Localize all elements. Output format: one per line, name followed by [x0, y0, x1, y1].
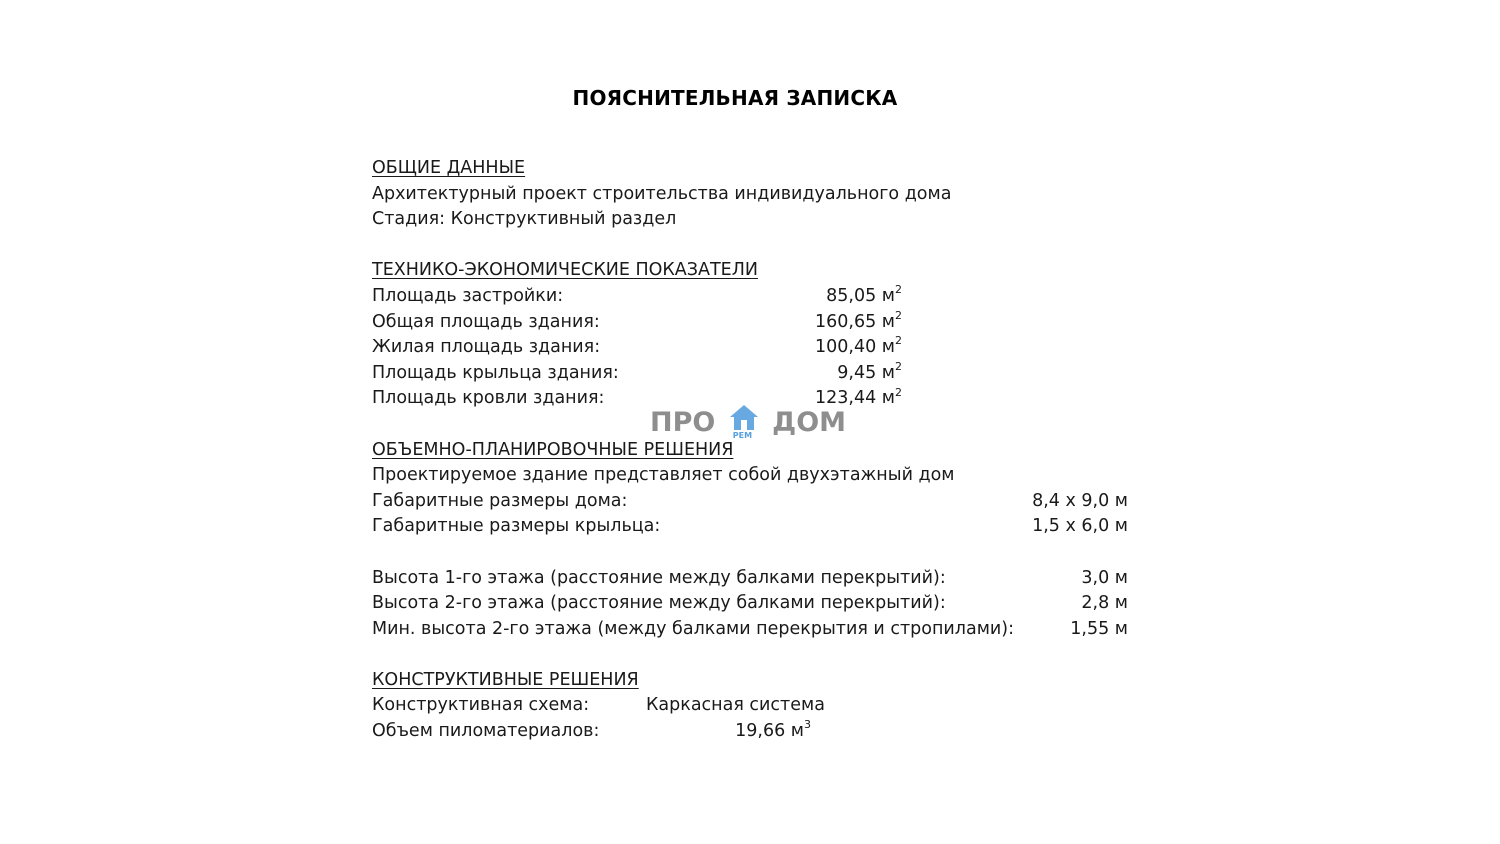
explanatory-note [372, 156, 1132, 745]
section-heading-construct: КОНСТРУКТИВНЫЕ РЕШЕНИЯ [372, 669, 639, 690]
tech-row [372, 361, 1132, 387]
page-title: ПОЯСНИТЕЛЬНАЯ ЗАПИСКА [572, 86, 898, 110]
tech-value: 9,45 $м^2$ [837, 359, 902, 383]
construct-value: Каркасная система [646, 695, 825, 716]
tech-value: 100,40 $м^2$ [815, 334, 902, 358]
watermark-small-text: РЕМ [732, 430, 753, 440]
tech-label: Общая площадь здания: [372, 311, 600, 332]
height-row [372, 566, 1132, 592]
watermark-text-right: ДОМ [772, 406, 847, 438]
height-row [372, 591, 1132, 617]
dimension-row [372, 489, 1132, 515]
dimension-value: 8,4 х 9,0 м [1032, 490, 1128, 511]
watermark-logo [650, 402, 846, 442]
project-description: Архитектурный проект строительства индивидуального дома [372, 183, 952, 204]
spacer [372, 540, 1132, 566]
tech-row [372, 335, 1132, 361]
section-heading-tech: ТЕХНИКО-ЭКОНОМИЧЕСКИЕ ПОКАЗАТЕЛИ [372, 260, 758, 281]
dimension-row [372, 514, 1132, 540]
height-value: 3,0 м [1081, 567, 1128, 588]
watermark-text-left: ПРО [650, 406, 716, 438]
section-heading-general: ОБЩИЕ ДАННЫЕ [372, 158, 526, 178]
height-label: Высота 2-го этажа (расстояние между балками перекрытий): [372, 593, 946, 614]
tech-label: Площадь застройки: [372, 285, 564, 306]
spacer [372, 642, 1132, 668]
house-icon [727, 403, 761, 443]
dimension-label: Габаритные размеры крыльца: [372, 516, 661, 537]
height-label: Высота 1-го этажа (расстояние между балками перекрытий): [372, 567, 946, 588]
tech-label: Жилая площадь здания: [372, 337, 601, 358]
tech-value: 123,44 $м^2$ [815, 385, 902, 409]
construct-label: Объем пиломатериалов: [372, 721, 600, 742]
tech-value: 160,65 $м^2$ [815, 308, 902, 332]
height-value: 1,55 м [1070, 618, 1128, 639]
tech-row [372, 310, 1132, 336]
height-row [372, 617, 1132, 643]
tech-value: 85,05 $м^2$ [826, 283, 902, 306]
tech-label: Площадь кровли здания: [372, 388, 605, 409]
construct-row [372, 693, 1132, 719]
dimension-value: 1,5 х 6,0 м [1032, 516, 1128, 537]
tech-label: Площадь крыльца здания: [372, 362, 619, 383]
height-value: 2,8 м [1081, 593, 1128, 614]
spacer [372, 233, 1132, 259]
planning-intro: Проектируемое здание представляет собой двухэтажный дом [372, 465, 955, 486]
height-label: Мин. высота 2-го этажа (между балками перекрытия и стропилами): [372, 618, 1015, 639]
tech-row [372, 284, 1132, 310]
construct-label: Конструктивная схема: [372, 695, 590, 716]
project-stage: Стадия: Конструктивный раздел [372, 209, 677, 230]
section-heading-planning: ОБЪЕМНО-ПЛАНИРОВОЧНЫЕ РЕШЕНИЯ [372, 439, 734, 460]
construct-row [372, 719, 1132, 745]
dimension-label: Габаритные размеры дома: [372, 490, 628, 511]
construct-value: 19,66 $м^3$ [735, 718, 811, 742]
